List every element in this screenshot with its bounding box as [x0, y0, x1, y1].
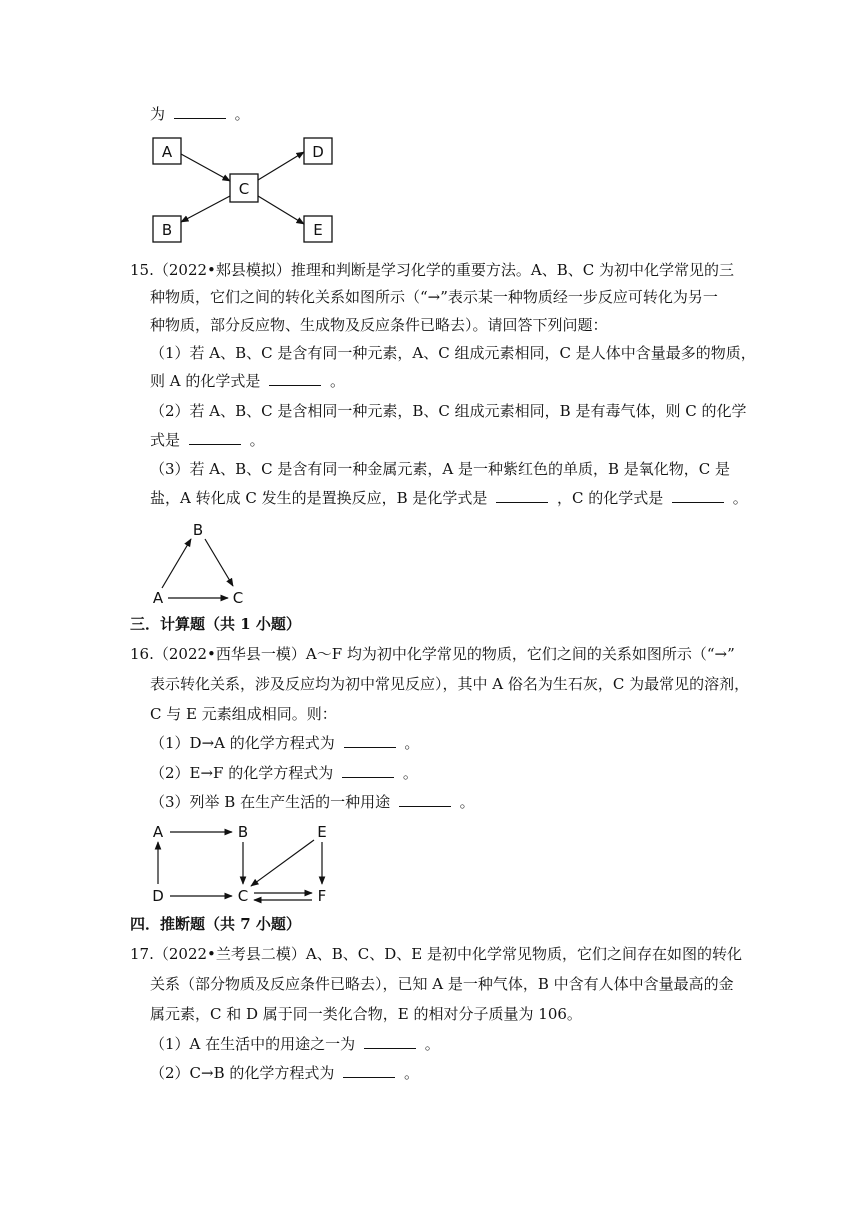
- arrow-c-to-e: [258, 196, 304, 224]
- q15-part1-line2: [150, 370, 345, 392]
- diagram-q15: [148, 518, 258, 608]
- q17-part1: [150, 1033, 440, 1055]
- answer-blank[interactable]: [399, 792, 451, 807]
- q15-part2-text: 式是: [150, 431, 181, 449]
- answer-blank[interactable]: [269, 371, 321, 386]
- q17-part1-end: 。: [424, 1035, 440, 1053]
- q16-part3-text: （3）列举 B 在生产生活的一种用途: [150, 793, 391, 811]
- answer-blank[interactable]: [496, 488, 548, 503]
- node-b-label: B: [192, 521, 204, 539]
- q16-part3-end: 。: [459, 793, 475, 811]
- q15-part2-end: 。: [249, 431, 265, 449]
- q17-line2: 关系（部分物质及反应条件已略去），已知 A 是一种气体，B 中含有人体中含量最高的金: [150, 975, 734, 993]
- q17-line3: 属元素，C 和 D 属于同一类化合物，E 的相对分子质量为 106。: [150, 1005, 582, 1023]
- node-f-label: F: [317, 887, 327, 905]
- q15-line1: 15.（2022•郏县模拟）推理和判断是学习化学的重要方法。A、B、C 为初中化学常见的三: [130, 261, 734, 279]
- q16-line1: 16.（2022•西华县一模）A～F 均为初中化学常见的物质，它们之间的关系如图所示（“→”: [130, 645, 735, 663]
- q14-tail-line: [150, 103, 250, 125]
- q15-line2: 种物质，它们之间的转化关系如图所示（“→”表示某一种物质经一步反应可转化为另一: [150, 288, 718, 306]
- node-c-label: C: [238, 180, 250, 198]
- q15-line3: 种物质，部分反应物、生成物及反应条件已略去）。请回答下列问题：: [150, 316, 608, 334]
- node-e-label: E: [317, 823, 327, 841]
- node-d-label: D: [312, 143, 324, 161]
- node-e-label: E: [313, 221, 323, 239]
- node-b-label: B: [161, 221, 173, 239]
- answer-blank[interactable]: [189, 430, 241, 445]
- answer-blank[interactable]: [364, 1034, 416, 1049]
- answer-blank[interactable]: [343, 1063, 395, 1078]
- arrow-e-to-c: [251, 840, 314, 886]
- q16-line3: C 与 E 元素组成相同。则：: [150, 705, 337, 723]
- q15-part1-end: 。: [329, 372, 345, 390]
- q16-part1-text: （1）D→A 的化学方程式为: [150, 734, 335, 752]
- arrow-b-to-c: [205, 539, 233, 586]
- q16-part1: [150, 732, 419, 754]
- q15-part3-line2: [150, 487, 748, 509]
- q15-part3-end: 。: [732, 489, 748, 507]
- q16-part2: [150, 762, 418, 784]
- node-a-label: A: [161, 143, 173, 161]
- node-c-label: C: [237, 887, 249, 905]
- node-a-label: A: [152, 589, 164, 607]
- answer-blank[interactable]: [174, 104, 226, 119]
- q16-part2-text: （2）E→F 的化学方程式为: [150, 764, 334, 782]
- answer-blank[interactable]: [342, 763, 394, 778]
- q17-part2-text: （2）C→B 的化学方程式为: [150, 1064, 335, 1082]
- q16-line2: 表示转化关系，涉及反应均为初中常见反应），其中 A 俗名为生石灰，C 为最常见的溶剂，: [150, 675, 750, 693]
- q16-part2-end: 。: [402, 764, 418, 782]
- node-b-label: B: [237, 823, 249, 841]
- q15-part3-text-a: 盐，A 转化成 C 发生的是置换反应，B 是化学式是: [150, 489, 488, 507]
- node-a-label: A: [152, 823, 164, 841]
- section-4-heading: 四．推断题（共 7 小题）: [130, 915, 301, 933]
- arrow-a-to-c: [181, 154, 230, 181]
- q15-part1-text: 则 A 的化学式是: [150, 372, 261, 390]
- node-d-label: D: [152, 887, 164, 905]
- arrow-c-to-d: [258, 152, 304, 180]
- section-3-heading: 三．计算题（共 1 小题）: [130, 615, 301, 633]
- q16-part3: [150, 791, 475, 813]
- node-c-label: C: [232, 589, 244, 607]
- diagram-q16: [148, 820, 338, 910]
- q15-part2-line2: [150, 429, 265, 451]
- q17-part2: [150, 1062, 419, 1084]
- answer-blank[interactable]: [344, 733, 396, 748]
- answer-blank[interactable]: [672, 488, 724, 503]
- q15-part2-line1: （2）若 A、B、C 是含相同一种元素，B、C 组成元素相同，B 是有毒气体，则 C 的化学: [150, 402, 747, 420]
- q17-line1: 17.（2022•兰考县二模）A、B、C、D、E 是初中化学常见物质，它们之间存在如图的转化: [130, 945, 742, 963]
- q15-part1-line1: （1）若 A、B、C 是含有同一种元素，A、C 组成元素相同，C 是人体中含量最多的物质，: [150, 344, 756, 362]
- q17-part1-text: （1）A 在生活中的用途之一为: [150, 1035, 356, 1053]
- diagram-q14: [150, 136, 340, 246]
- q16-part1-end: 。: [404, 734, 420, 752]
- q14-tail-end: 。: [234, 105, 250, 123]
- q17-part2-end: 。: [403, 1064, 419, 1082]
- arrow-a-to-b: [162, 539, 191, 588]
- q15-part3-line1: （3）若 A、B、C 是含有同一种金属元素，A 是一种紫红色的单质，B 是氧化物，C 是: [150, 460, 731, 478]
- q15-part3-text-b: ，C 的化学式是: [556, 489, 664, 507]
- arrow-c-to-b: [181, 196, 230, 222]
- q14-tail-text: 为: [150, 105, 166, 123]
